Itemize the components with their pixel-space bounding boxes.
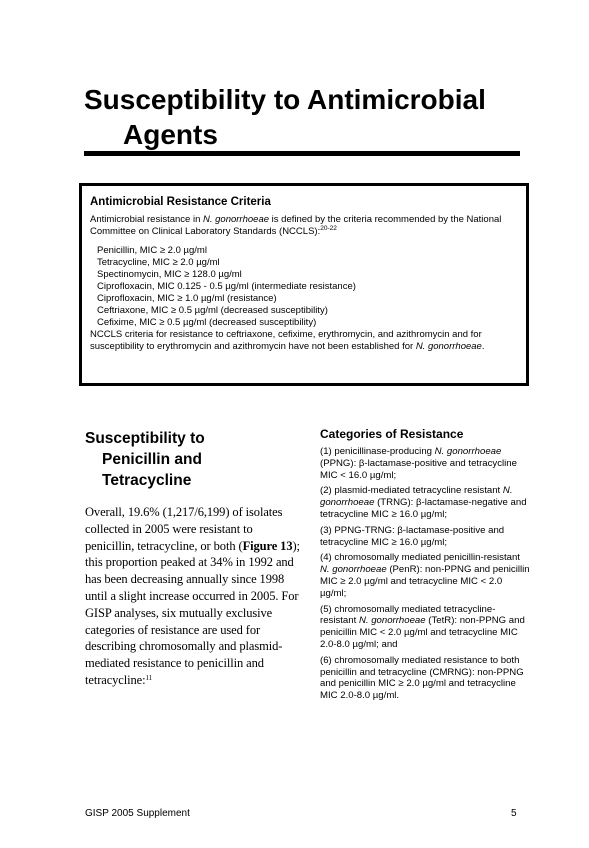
page-title-line-1: Susceptibility to Antimicrobial <box>84 84 486 115</box>
criteria-item: Penicillin, MIC ≥ 2.0 µg/ml <box>97 245 207 256</box>
page-title <box>84 82 544 152</box>
section-heading <box>85 428 285 491</box>
criteria-item: Tetracycline, MIC ≥ 2.0 µg/ml <box>97 257 220 268</box>
category-text-b: (PenR): non-PPNG and penicillin MIC ≥ 2.0 µg/ml and tetracycline MIC < 2.0 µg/ml; <box>320 564 530 599</box>
category-organism: N. gonorrhoeae <box>320 564 387 576</box>
category-text-a: (2) plasmid-mediated tetracycline resistant <box>320 485 503 497</box>
category-item <box>320 552 530 599</box>
footer-publication-name: GISP 2005 Supplement <box>85 808 190 819</box>
categories-heading: Categories of Resistance <box>320 427 464 441</box>
criteria-intro <box>90 214 518 238</box>
category-text-a: (4) chromosomally mediated penicillin-resistant <box>320 552 520 564</box>
criteria-box-heading: Antimicrobial Resistance Criteria <box>90 196 271 208</box>
section-heading-line-2: Penicillin and <box>102 451 202 468</box>
figure-reference-link[interactable]: Figure 13 <box>242 538 293 553</box>
criteria-item: Spectinomycin, MIC ≥ 128.0 µg/ml <box>97 269 242 280</box>
page-title-line-2: Agents <box>123 119 218 150</box>
category-organism: N. gonorrhoeae <box>358 615 426 627</box>
category-text-a: (6) chromosomally mediated resistance to both penicillin and tetracycline (CMRNG): non-PPNG and penicillin MIC ≥ 2.0 µg/ml and tetracycline MIC 2.0-8.0 µg/ml. <box>320 654 524 702</box>
category-text-b: (PPNG): β-lactamase-positive and tetracycline MIC < 16.0 µg/ml; <box>320 457 517 481</box>
category-text-b: (TRNG): β-lactamase-negative and tetracycline MIC ≥ 16.0 µg/ml; <box>320 497 527 520</box>
criteria-box <box>79 183 529 386</box>
category-item <box>320 446 530 481</box>
category-text-a: (1) penicillinase-producing <box>320 446 435 457</box>
category-item <box>320 485 530 520</box>
section-heading-line-3: Tetracycline <box>102 472 192 489</box>
criteria-note <box>90 329 518 353</box>
category-item <box>320 525 530 549</box>
criteria-intro-reference: 20-22 <box>320 225 337 232</box>
category-organism: N. gonorrhoeae <box>320 485 513 509</box>
criteria-note-text-a: NCCLS criteria for resistance to ceftriaxone, cefixime, erythromycin, and azithromycin and for susceptibility to erythromycin and azithromycin have not been established for <box>90 329 482 352</box>
body-text-a: Overall, 19.6% (1,217/6,199) of isolates collected in 2005 were resistant to penicillin, tetracycline, or both ( <box>85 505 283 553</box>
footer-page-number: 5 <box>511 808 517 819</box>
body-reference: 11 <box>145 673 153 682</box>
section-body-paragraph <box>85 504 300 689</box>
criteria-note-organism: N. gonorrhoeae <box>415 341 482 352</box>
criteria-intro-text-a: Antimicrobial resistance in <box>90 214 203 225</box>
criteria-note-text-b: . <box>481 341 485 352</box>
category-text-b: (TetR): non-PPNG and penicillin MIC < 2.0 µg/ml and tetracycline MIC 2.0-8.0 µg/ml; and <box>320 615 525 650</box>
category-item <box>320 655 530 702</box>
category-organism: N. gonorrhoeae <box>434 446 502 457</box>
title-rule <box>84 151 520 156</box>
criteria-intro-organism: N. gonorrhoeae <box>203 214 270 225</box>
body-text-b: ); this proportion peaked at 34% in 1992 and has been decreasing annually since 1998 until a slight increase occurred in 2005. For GISP analyses, six mutually exclusive categories of resistance are used for describing chromosomally and plasmid-mediated resistance to penicillin and tetracycline: <box>85 538 300 687</box>
criteria-item: Ciprofloxacin, MIC ≥ 1.0 µg/ml (resistance) <box>97 293 277 304</box>
criteria-item: Cefixime, MIC ≥ 0.5 µg/ml (decreased susceptibility) <box>97 317 317 328</box>
category-text-a: (3) PPNG-TRNG: β-lactamase-positive and tetracycline MIC ≥ 16.0 µg/ml; <box>320 524 505 548</box>
criteria-intro-text-b: is defined by the criteria recommended by the National Committee on Clinical Laboratory Standards (NCCLS): <box>90 214 502 237</box>
criteria-item: Ciprofloxacin, MIC 0.125 - 0.5 µg/ml (intermediate resistance) <box>97 281 356 292</box>
section-heading-line-1: Susceptibility to <box>85 430 205 447</box>
category-item <box>320 604 530 651</box>
categories-list <box>320 446 530 706</box>
criteria-item: Ceftriaxone, MIC ≥ 0.5 µg/ml (decreased susceptibility) <box>97 305 328 316</box>
category-text-a: (5) chromosomally mediated tetracycline-resistant <box>320 603 496 627</box>
